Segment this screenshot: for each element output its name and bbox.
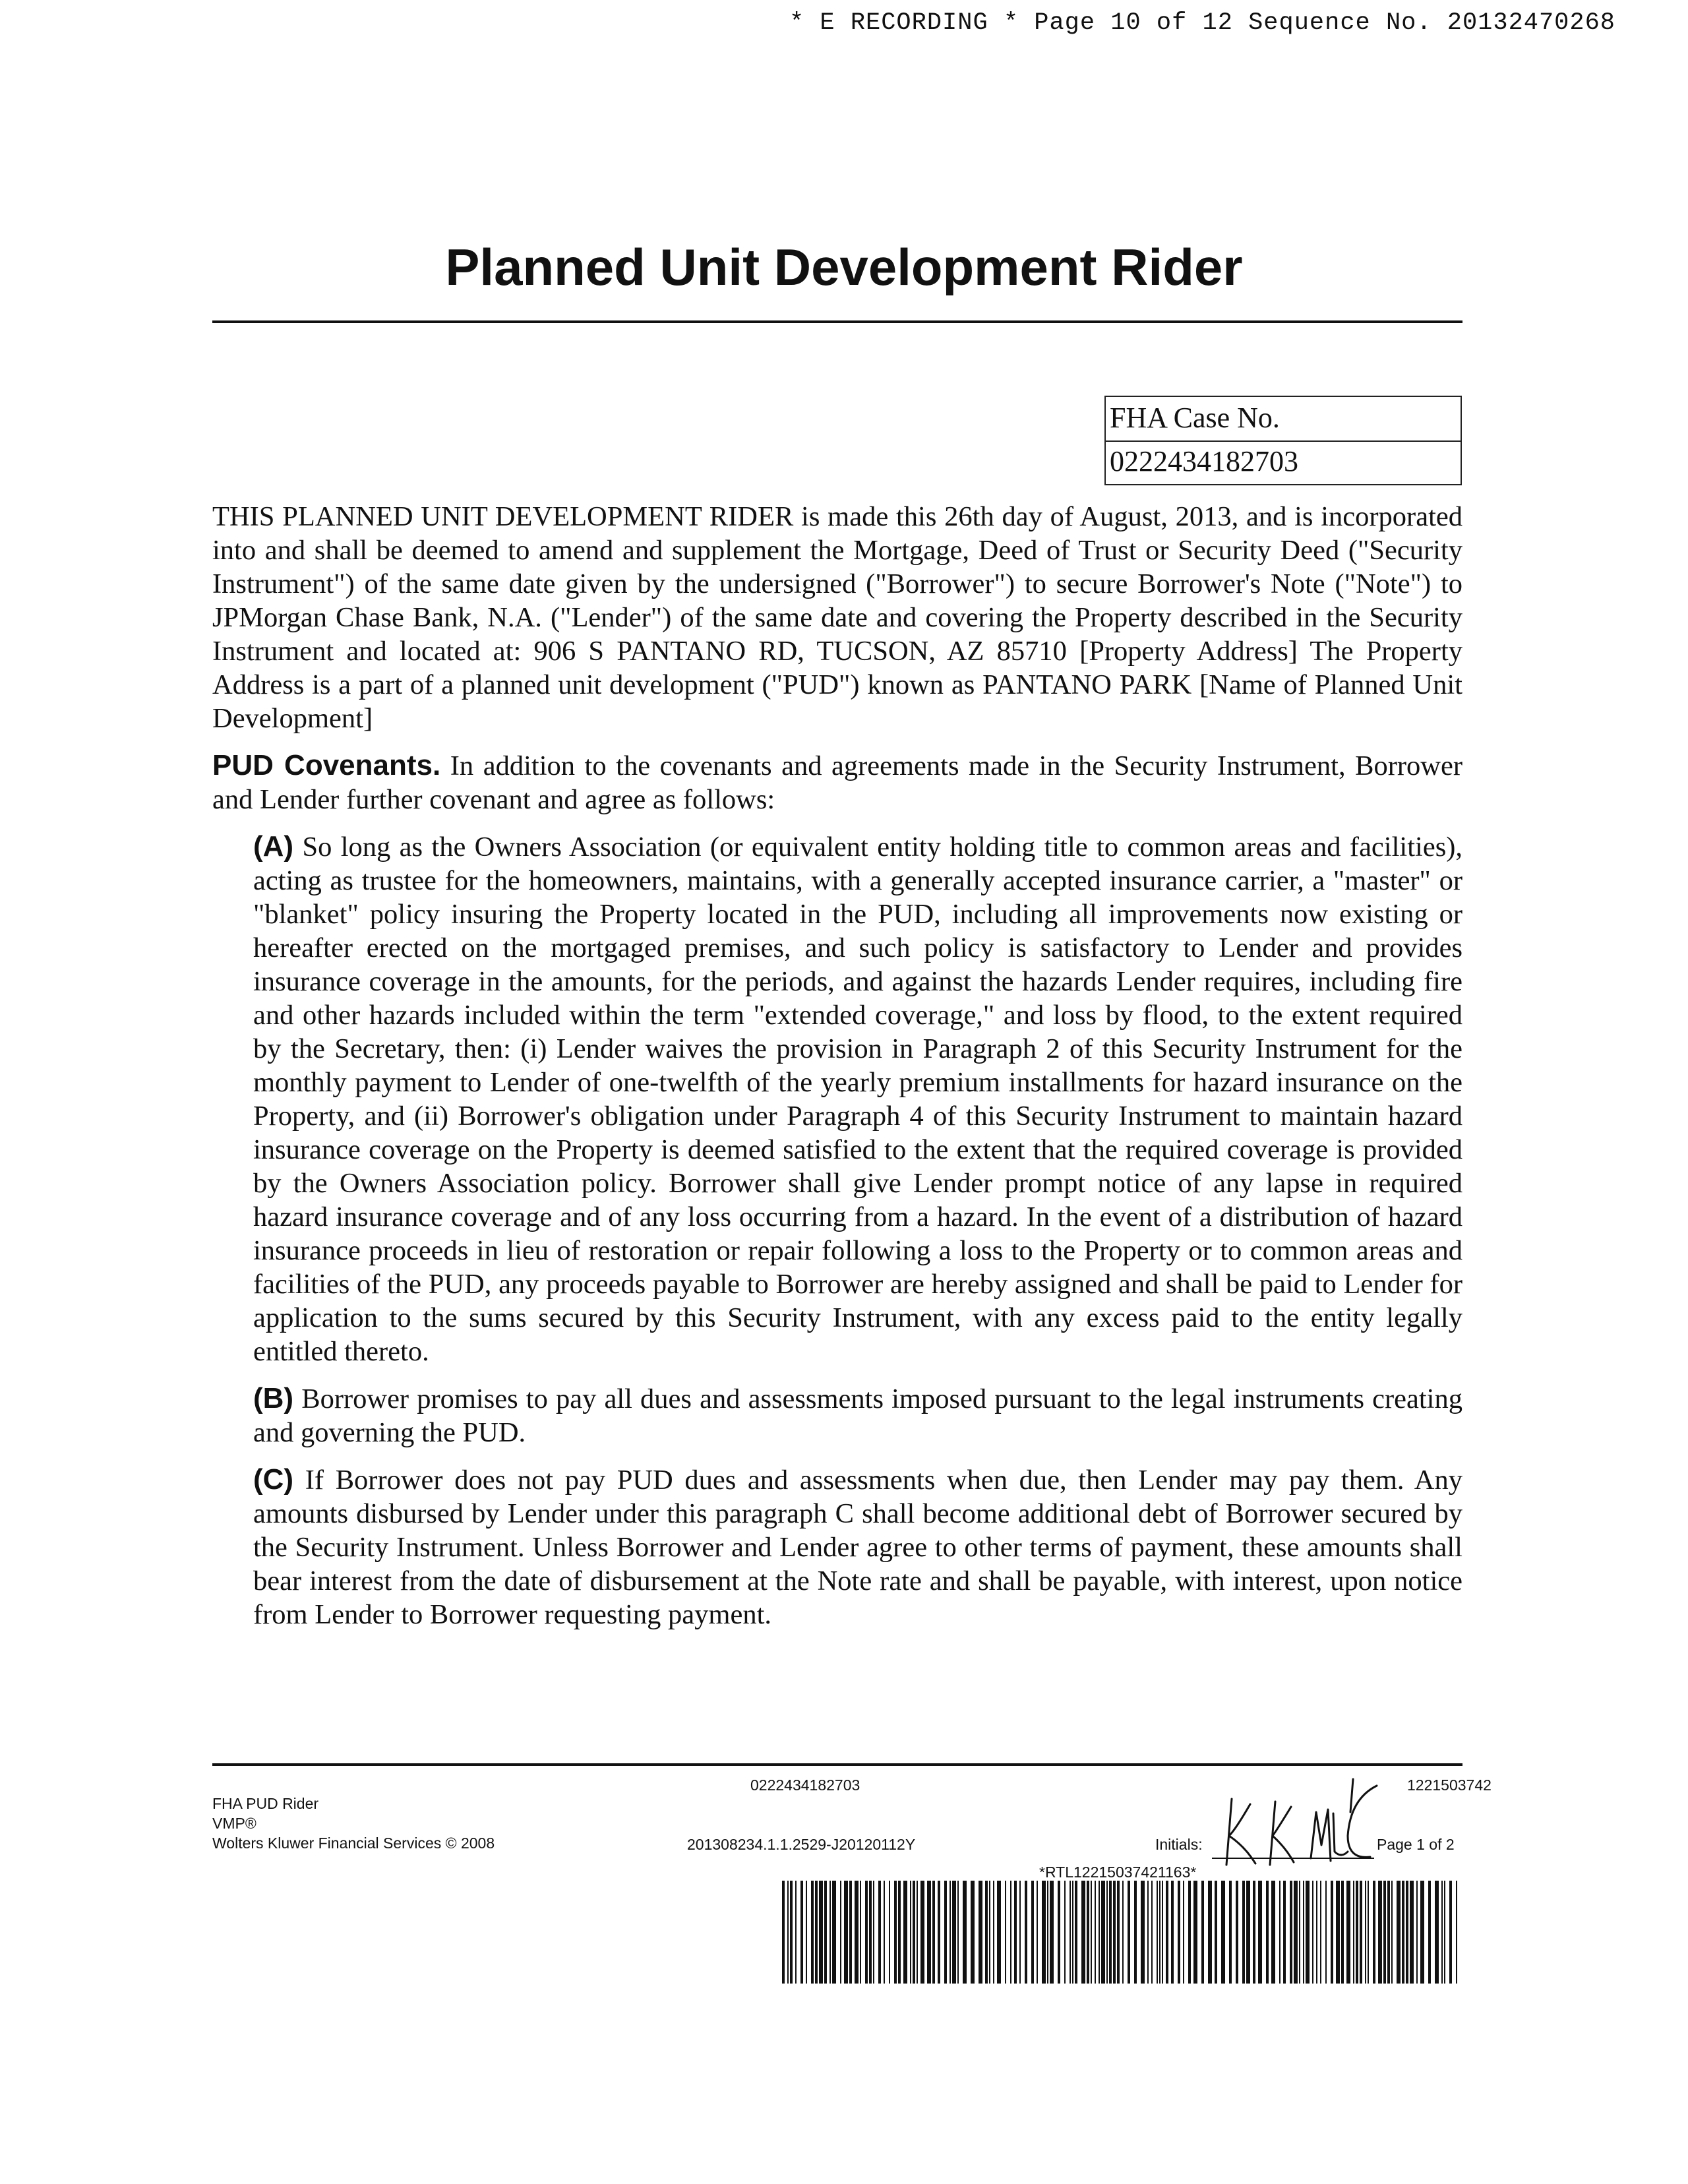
barcode-bar: [938, 1881, 940, 1984]
barcode-bar: [889, 1881, 890, 1984]
footer-doc-code: 201308234.1.1.2529-J20120112Y: [687, 1836, 916, 1853]
barcode-bar: [855, 1881, 859, 1984]
footer-publisher: Wolters Kluwer Financial Services © 2008: [212, 1835, 495, 1852]
footer-form-name: FHA PUD Rider: [212, 1795, 319, 1812]
barcode-bar: [917, 1881, 918, 1984]
barcode-bar: [824, 1881, 827, 1984]
barcode-bar: [993, 1881, 994, 1984]
barcode-bar: [1081, 1881, 1085, 1984]
barcode-bar: [815, 1881, 818, 1984]
barcode-bar: [1025, 1881, 1027, 1984]
barcode-bar: [1166, 1881, 1168, 1984]
barcode-bar: [1391, 1881, 1393, 1984]
initials-signature: [1212, 1773, 1390, 1871]
barcode-bar: [1128, 1881, 1130, 1984]
barcode-bar: [913, 1881, 915, 1984]
barcode-bar: [832, 1881, 836, 1984]
barcode-bar: [1368, 1881, 1369, 1984]
barcode-bar: [1070, 1881, 1071, 1984]
recording-header: * E RECORDING * Page 10 of 12 Sequence No. 20132470268: [789, 9, 1615, 37]
barcode-bar: [1113, 1881, 1116, 1984]
barcode-bar: [1122, 1881, 1124, 1984]
barcode-bar: [1294, 1881, 1298, 1984]
fha-case-box: [1104, 396, 1462, 485]
barcode-bar: [1416, 1881, 1418, 1984]
barcode-bar: [1387, 1881, 1390, 1984]
covenants-heading: PUD Covenants.: [212, 749, 441, 781]
barcode-bar: [860, 1881, 861, 1984]
barcode-bar: [1320, 1881, 1321, 1984]
barcode-bar: [1299, 1881, 1300, 1984]
barcode-text: *RTL12215037421163*: [1039, 1864, 1197, 1881]
barcode-bar: [1456, 1881, 1457, 1984]
barcode-bar: [957, 1881, 959, 1984]
barcode-bar: [1087, 1881, 1089, 1984]
barcode-bar: [1037, 1881, 1038, 1984]
initials-label: Initials:: [1155, 1836, 1203, 1853]
barcode-bar: [1316, 1881, 1317, 1984]
barcode-bar: [1183, 1881, 1184, 1984]
barcode-bar: [1356, 1881, 1358, 1984]
barcode-bar: [819, 1881, 823, 1984]
barcode-bar: [1109, 1881, 1112, 1984]
barcode-bar: [1147, 1881, 1149, 1984]
barcode-bar: [849, 1881, 852, 1984]
footer-vmp: VMP®: [212, 1815, 256, 1832]
barcode-bar: [920, 1881, 924, 1984]
barcode-bar: [800, 1881, 803, 1984]
barcode-bar: [1134, 1881, 1137, 1984]
barcode-bar: [944, 1881, 947, 1984]
barcode-bar: [1193, 1881, 1197, 1984]
barcode-bar: [1428, 1881, 1431, 1984]
barcode-bar: [790, 1881, 793, 1984]
covenant-label: (C): [253, 1463, 294, 1496]
barcode-bar: [971, 1881, 975, 1984]
barcode-bar: [1378, 1881, 1382, 1984]
barcode-bar: [1099, 1881, 1100, 1984]
barcode-bar: [989, 1881, 990, 1984]
barcode-bar: [979, 1881, 982, 1984]
barcode-bar: [927, 1881, 931, 1984]
document-body: [212, 500, 1462, 1645]
barcode-bar: [1157, 1881, 1158, 1984]
barcode-bar: [1010, 1881, 1011, 1984]
title-divider: [212, 320, 1462, 323]
barcode-bar: [1402, 1881, 1404, 1984]
covenant-item-a: [253, 830, 1462, 1368]
barcode-bar: [1397, 1881, 1401, 1984]
barcode-bar: [1050, 1881, 1054, 1984]
barcode-bar: [1236, 1881, 1238, 1984]
barcode-bar: [1303, 1881, 1304, 1984]
barcode-bar: [1383, 1881, 1386, 1984]
barcode-bar: [884, 1881, 885, 1984]
barcode-bar: [1266, 1881, 1269, 1984]
footer-case-number: 0222434182703: [750, 1776, 860, 1794]
barcode-bar: [811, 1881, 814, 1984]
barcode-bar: [1441, 1881, 1443, 1984]
covenant-label: (A): [253, 830, 294, 863]
barcode-bar: [1171, 1881, 1174, 1984]
intro-paragraph: THIS PLANNED UNIT DEVELOPMENT RIDER is made this 26th day of August, 2013, and is incorporated into and shall be deemed to amend and supplement the Mortgage, Deed of Trust or Security Deed ("Security Instrument") of the same date given by the undersigned ("Borrower") to secure Borrower's Note ("Note") to JPMorgan Chase Bank, N.A. ("Lender") of the same date and covering the Property described in the Security Instrument and located at: 906 S PANTANO RD, TUCSON, AZ 85710 [Property Address] The Property Address is a part of a planned unit development ("PUD") known as PANTANO PARK [Name of Planned Unit Development]: [212, 501, 1462, 734]
barcode-bar: [1151, 1881, 1153, 1984]
barcode-bar: [1005, 1881, 1006, 1984]
barcode-bar: [1188, 1881, 1191, 1984]
barcode-bar: [1047, 1881, 1048, 1984]
covenant-text: If Borrower does not pay PUD dues and assessments when due, then Lender may pay them. Any amounts disbursed by Lender under this paragraph C shall become additional debt of Borrower secured by the Security Instrument. Unless Borrower and Lender agree to other terms of payment, these amounts shall bear interest from the date of disbursement at the Note rate and shall be payable, with interest, upon notice from Lender to Borrower requesting payment.: [253, 1465, 1463, 1630]
barcode-bar: [1221, 1881, 1225, 1984]
barcode-bar: [1162, 1881, 1163, 1984]
barcode-bar: [1019, 1881, 1021, 1984]
barcode-bar: [963, 1881, 967, 1984]
barcode-bar: [1242, 1881, 1245, 1984]
covenant-label: (B): [253, 1382, 294, 1414]
fha-case-divider: [1106, 440, 1461, 442]
fha-case-label: FHA Case No.: [1110, 402, 1280, 434]
barcode-bar: [1031, 1881, 1034, 1984]
barcode-bar: [894, 1881, 897, 1984]
barcode-bar: [1279, 1881, 1281, 1984]
barcode-bar: [903, 1881, 907, 1984]
barcode-bar: [829, 1881, 831, 1984]
barcode-bar: [1410, 1881, 1414, 1984]
barcode-bar: [1444, 1881, 1445, 1984]
covenant-text: Borrower promises to pay all dues and assessments imposed pursuant to the legal instruments creating and governing the PUD.: [253, 1383, 1462, 1448]
barcode-bar: [787, 1881, 789, 1984]
barcode-bar: [1101, 1881, 1105, 1984]
barcode-bar: [1208, 1881, 1212, 1984]
footer-divider: [212, 1763, 1462, 1766]
barcode-bar: [840, 1881, 841, 1984]
barcode-bar: [865, 1881, 868, 1984]
barcode-bar: [1353, 1881, 1354, 1984]
barcode-bar: [1373, 1881, 1375, 1984]
barcode-bar: [1215, 1881, 1217, 1984]
barcode-bar: [1336, 1881, 1340, 1984]
barcode-bar: [782, 1881, 785, 1984]
footer-page-label: Page 1 of 2: [1377, 1836, 1455, 1853]
barcode-bar: [806, 1881, 807, 1984]
barcode-bar: [1312, 1881, 1313, 1984]
barcode-bar: [1271, 1881, 1275, 1984]
barcode-bar: [1435, 1881, 1439, 1984]
barcode-bar: [1420, 1881, 1424, 1984]
barcode-bar: [1058, 1881, 1060, 1984]
fha-case-number: 0222434182703: [1110, 445, 1298, 477]
barcode-bar: [898, 1881, 901, 1984]
barcode-bar: [1258, 1881, 1262, 1984]
barcode-bar: [1346, 1881, 1350, 1984]
barcode-bar: [1325, 1881, 1327, 1984]
barcode-bar: [952, 1881, 956, 1984]
barcode-bar: [1365, 1881, 1366, 1984]
page-title: Planned Unit Development Rider: [445, 238, 1243, 296]
barcode-bar: [1306, 1881, 1310, 1984]
barcode-bar: [1229, 1881, 1232, 1984]
barcode-bar: [1106, 1881, 1108, 1984]
covenants-text: In addition to the covenants and agreements made in the Security Instrument, Borrower and Lender further covenant and agree as follows:: [212, 750, 1463, 815]
barcode-bar: [932, 1881, 935, 1984]
barcode-bar: [844, 1881, 848, 1984]
barcode-bar: [985, 1881, 988, 1984]
covenant-text: So long as the Owners Association (or equivalent entity holding title to common areas and facilities), acting as trustee for the homeowners, maintains, with a generally accepted insurance carrier, a "master" or "blanket" policy insuring the Property located in the PUD, including all improvements now existing or hereafter erected on the mortgaged premises, and such policy is satisfactory to Lender and provides insurance coverage in the amounts, for the periods, and against the hazards Lender requires, including fire and other hazards included within the term "extended coverage," and loss by flood, to the extent required by the Secretary, then: (i) Lender waives the provision in Paragraph 2 of this Security Instrument for the monthly payment to Lender of one-twelfth of the yearly premium installments for hazard insurance on the Property, and (ii) Borrower's obligation under Paragraph 4 of this Security Instrument to maintain hazard insurance coverage on the Property is deemed satisfied to the extent that the required coverage is provided by the Owners Association policy. Borrower shall give Lender prompt notice of any lapse in required hazard insurance coverage and of any loss occurring from a hazard. In the event of a distribution of hazard insurance proceeds in lieu of restoration or repair following a loss to the Property or to common areas and facilities of the PUD, any proceeds payable to Borrower are hereby assigned and shall be paid to Lender for application to the sums secured by this Security Instrument, with any excess paid to the entity legally entitled thereto.: [253, 832, 1463, 1367]
barcode-bar: [1283, 1881, 1286, 1984]
covenants-paragraph: [212, 748, 1462, 816]
barcode-bar: [1246, 1881, 1250, 1984]
barcode-bar: [1360, 1881, 1362, 1984]
barcode-bar: [1178, 1881, 1180, 1984]
footer-loan-number: 1221503742: [1407, 1776, 1492, 1794]
barcode-bar: [910, 1881, 911, 1984]
barcode-bar: [1331, 1881, 1333, 1984]
barcode-bar: [1095, 1881, 1096, 1984]
barcode-bar: [1072, 1881, 1073, 1984]
barcode-bar: [1406, 1881, 1408, 1984]
barcode-bar: [997, 1881, 1001, 1984]
barcode-bar: [795, 1881, 797, 1984]
barcode-bar: [950, 1881, 951, 1984]
barcode-bar: [1075, 1881, 1077, 1984]
barcode-bar: [1042, 1881, 1046, 1984]
barcode-bar: [1141, 1881, 1145, 1984]
barcode-bar: [1201, 1881, 1204, 1984]
covenant-item-c: [253, 1463, 1462, 1631]
covenant-item-b: [253, 1381, 1462, 1449]
barcode-bar: [1253, 1881, 1255, 1984]
barcode-bar: [1064, 1881, 1066, 1984]
barcode-bar: [869, 1881, 872, 1984]
barcode-bar: [1449, 1881, 1452, 1984]
barcode: [782, 1881, 1462, 1984]
barcode-bar: [1014, 1881, 1017, 1984]
barcode-bar: [878, 1881, 881, 1984]
barcode-bar: [1290, 1881, 1292, 1984]
barcode-bar: [1159, 1881, 1160, 1984]
barcode-bar: [1341, 1881, 1344, 1984]
barcode-bar: [873, 1881, 874, 1984]
barcode-bar: [1091, 1881, 1092, 1984]
barcode-bar: [1117, 1881, 1120, 1984]
